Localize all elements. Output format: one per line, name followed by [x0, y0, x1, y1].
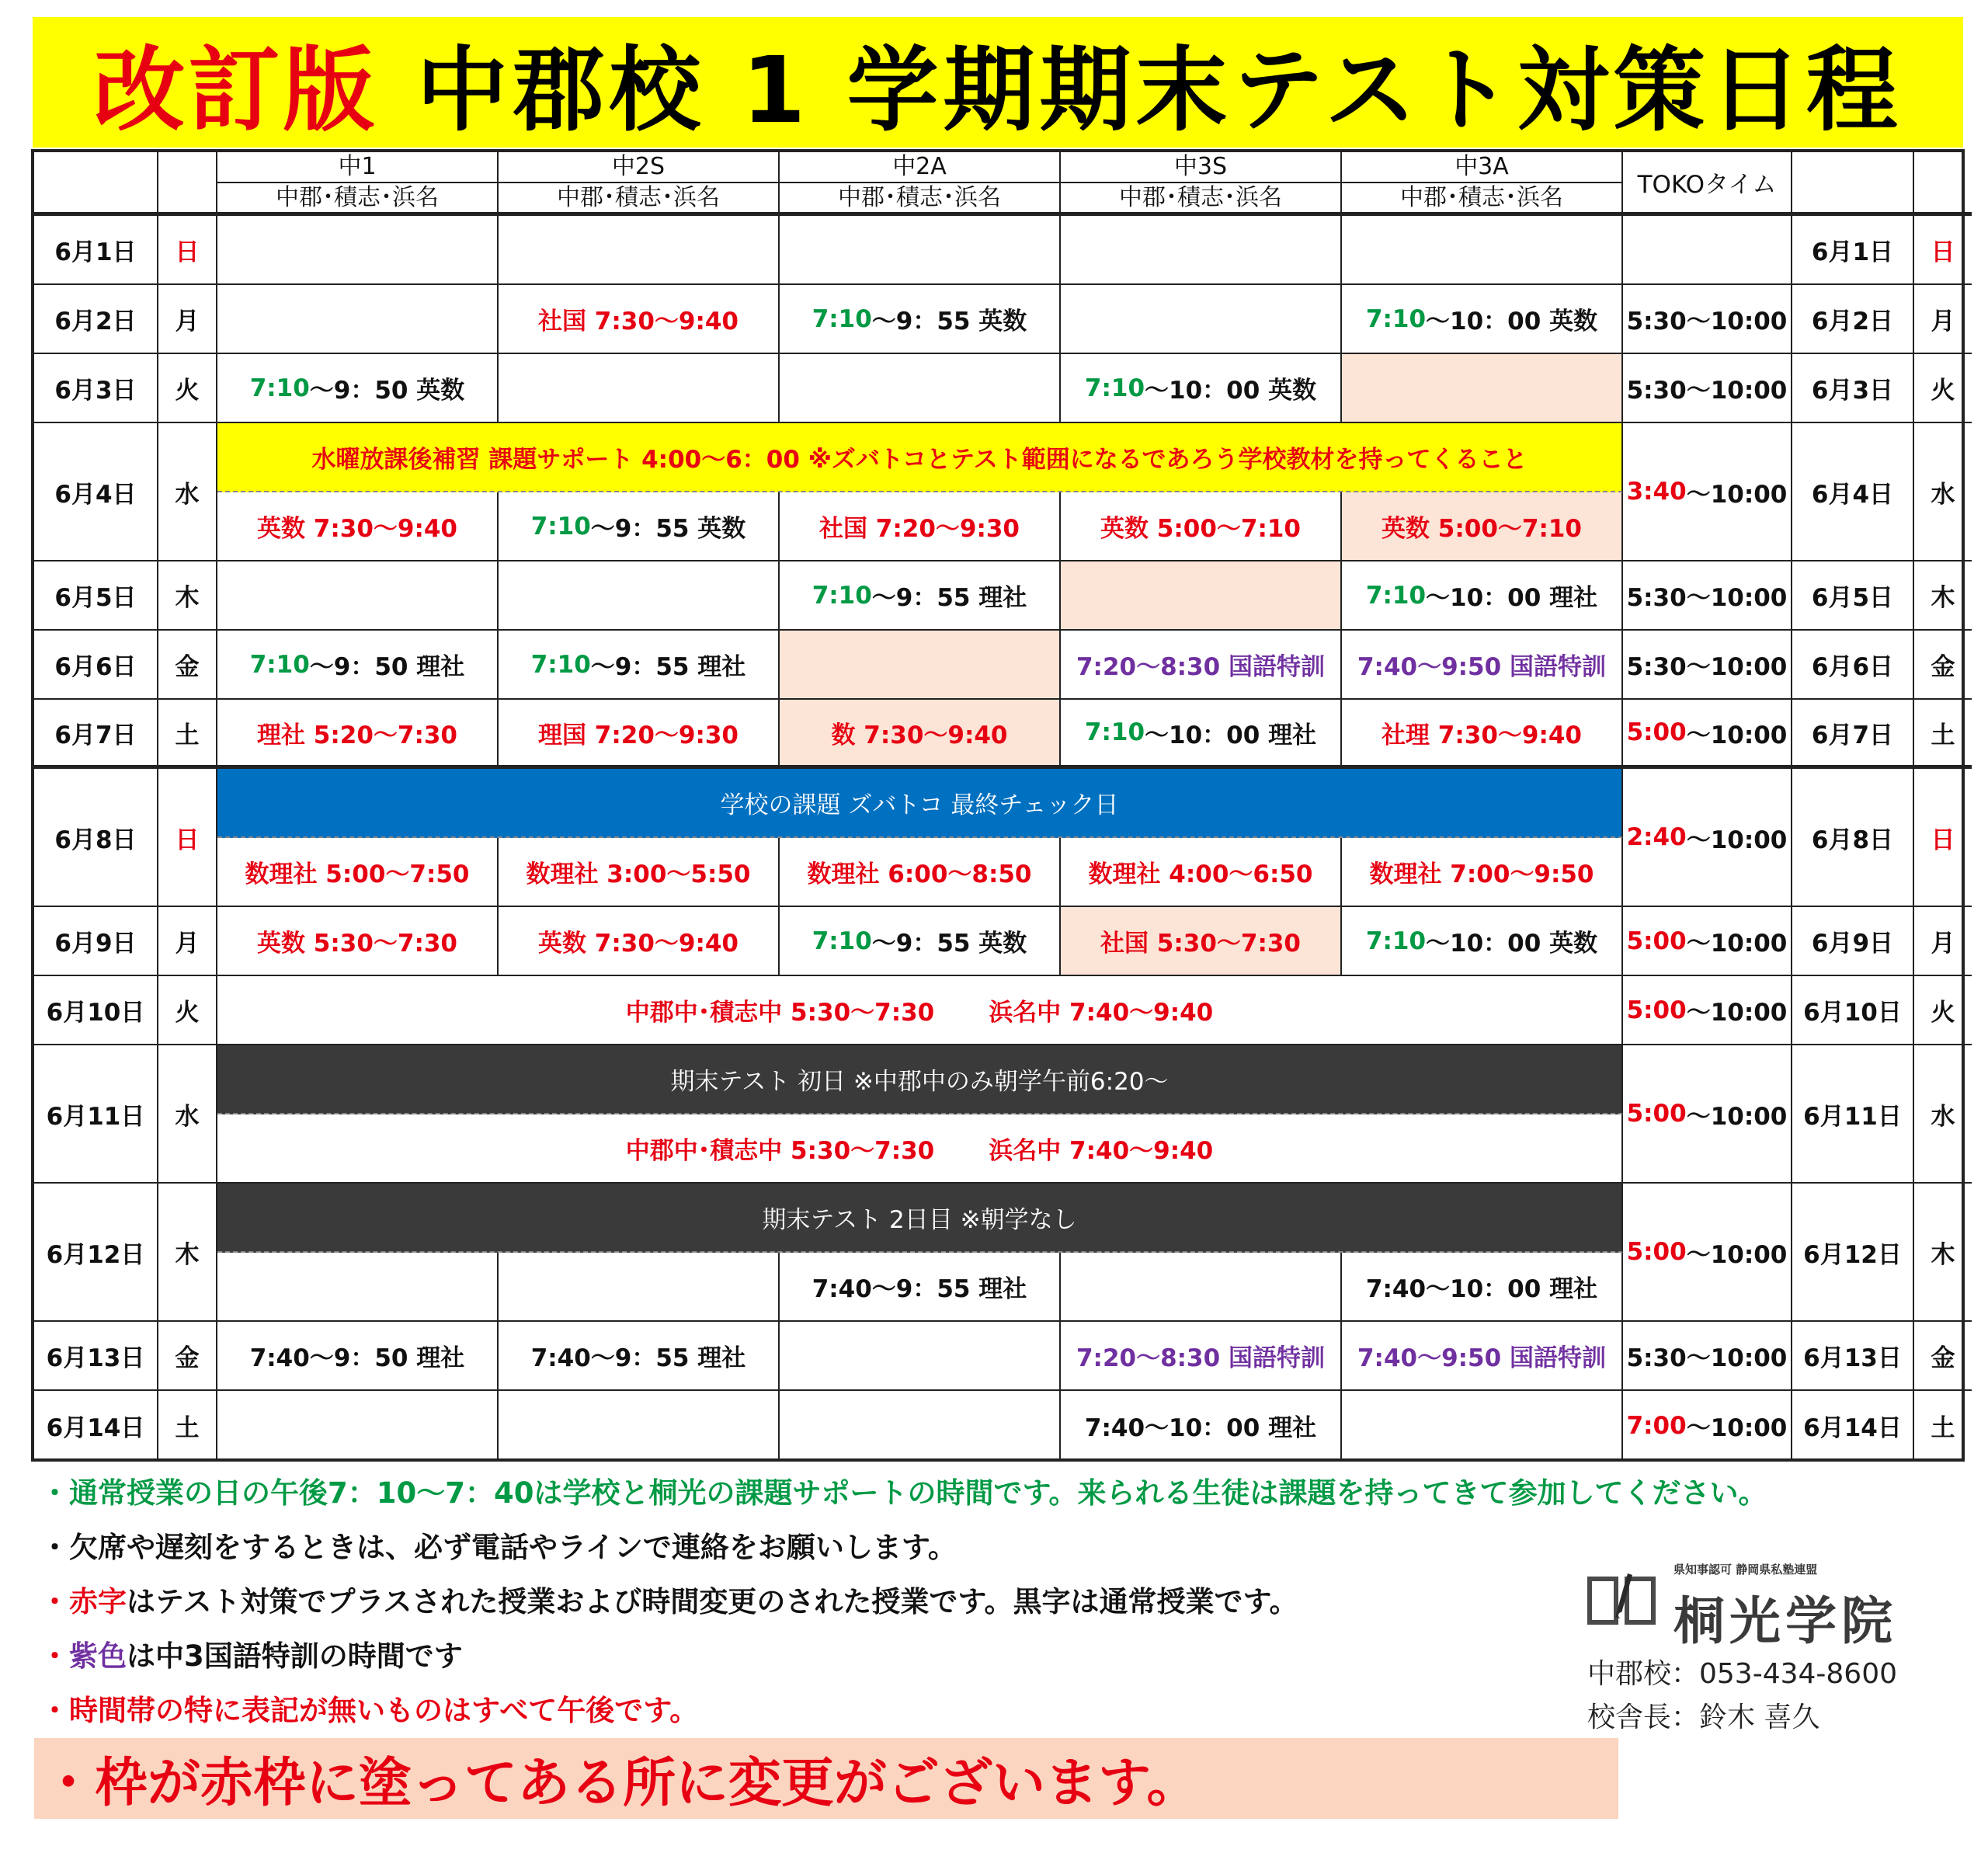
change-notice: ・枠が赤枠に塗ってある所に変更がございます。: [34, 1738, 1618, 1819]
row-date-right: 6月8日: [1792, 769, 1914, 907]
header-day: [158, 152, 217, 216]
cell: [217, 561, 499, 631]
row-date-right: 6月6日: [1792, 631, 1914, 700]
cell: [499, 1391, 780, 1460]
cell: [217, 216, 499, 285]
row-date-right: 6月1日: [1792, 216, 1914, 285]
cell: [499, 561, 780, 631]
header-grade-2a: 中2A 中郡･積志･浜名: [780, 152, 1061, 216]
note-support: ・通常授業の日の午後7：10〜7：40は学校と桐光の課題サポートの時間です。来られる生徒は課題を持ってきて参加してください。: [40, 1476, 1767, 1510]
row-date-right: 6月14日: [1792, 1391, 1914, 1460]
row-date: 6月1日: [34, 216, 158, 285]
cell: 数理社 3:00〜5:50: [499, 838, 780, 907]
cell: [217, 285, 499, 354]
cell: 7:10 〜9：50 英数: [217, 354, 499, 423]
cell-toko: 5:30〜10:00: [1623, 561, 1792, 631]
cell-toko: 5:00 〜10:00: [1623, 907, 1792, 976]
cell: [780, 1322, 1061, 1391]
header-grade-1: 中1 中郡･積志･浜名: [217, 152, 499, 216]
cell-changed: [1342, 354, 1623, 423]
row-day-right: 月: [1914, 285, 1972, 354]
revision-label: 改訂版: [93, 37, 378, 144]
header-date: [34, 152, 158, 216]
row-date-right: 6月11日: [1792, 1045, 1914, 1184]
row-day: 金: [158, 1322, 217, 1391]
school-name: 桐光学院: [1673, 1591, 1897, 1651]
cell: 社理 7:30〜9:40: [1342, 700, 1623, 769]
row-day: 土: [158, 1391, 217, 1460]
cell: [1342, 1391, 1623, 1460]
cell: 7:10 〜9：50 理社: [217, 631, 499, 700]
cell: 英数 7:30〜9:40: [499, 907, 780, 976]
phone-number: 中郡校：053-434-8600: [1587, 1658, 1898, 1690]
row-day: 木: [158, 561, 217, 631]
cell: 7:10 〜10：00 理社: [1342, 561, 1623, 631]
row-day: 木: [158, 1184, 217, 1322]
cell-changed: [1061, 561, 1342, 631]
cell: 7:10 〜9：55 理社: [780, 561, 1061, 631]
cell: 7:10 〜10：00 英数: [1342, 285, 1623, 354]
row-date-right: 6月9日: [1792, 907, 1914, 976]
cell: [1061, 1253, 1342, 1322]
row-date-right: 6月13日: [1792, 1322, 1914, 1391]
cell-changed: [780, 631, 1061, 700]
row-day-right: 火: [1914, 354, 1972, 423]
row-day-right: 水: [1914, 423, 1972, 561]
row-date-right: 6月5日: [1792, 561, 1914, 631]
cell: 7:10 〜10：00 理社: [1061, 700, 1342, 769]
cell: 7:40〜10：00 理社: [1342, 1253, 1623, 1322]
cell: 7:40〜9：55 理社: [780, 1253, 1061, 1322]
cell: [1061, 216, 1342, 285]
row-date-right: 6月7日: [1792, 700, 1914, 769]
row-day: 土: [158, 700, 217, 769]
row-date: 6月3日: [34, 354, 158, 423]
cell: [1342, 216, 1623, 285]
row-date-right: 6月2日: [1792, 285, 1914, 354]
row-day: 日: [158, 216, 217, 285]
row-day-right: 土: [1931, 1414, 1955, 1442]
license-text: 県知事認可 静岡県私塾連盟: [1673, 1563, 1818, 1577]
cell-toko: [1623, 216, 1792, 285]
cell: 数理社 6:00〜8:50: [780, 838, 1061, 907]
row-date-right: 6月4日: [1792, 423, 1914, 561]
school-logo: [1584, 1561, 1957, 1651]
cell: 数理社 5:00〜7:50: [217, 838, 499, 907]
cell: 7:40〜9：55 理社: [499, 1322, 780, 1391]
row-date: 6月11日: [34, 1045, 158, 1184]
row-date: 6月14日: [34, 1391, 158, 1460]
schedule-table: [31, 149, 1965, 1462]
cell: 7:40〜9:50 国語特訓: [1342, 631, 1623, 700]
row-day: 火: [158, 354, 217, 423]
cell: 7:10 〜9：55 英数: [499, 492, 780, 561]
row-day: 火: [158, 976, 217, 1045]
row-day-right: 水: [1914, 1045, 1972, 1184]
row-day-right: 日: [1914, 769, 1972, 907]
row-date: 6月6日: [34, 631, 158, 700]
cell: [499, 354, 780, 423]
header-date-right: [1792, 152, 1914, 216]
cell: 7:10 〜10：00 英数: [1061, 354, 1342, 423]
exam-day1-banner: 期末テスト 初日 ※中郡中のみ朝学午前6:20〜: [217, 1045, 1623, 1114]
book-pen-icon: [1584, 1570, 1659, 1629]
principal-name: 校舎長：鈴木 喜久: [1587, 1702, 1820, 1733]
cell: 英数 5:30〜7:30: [217, 907, 499, 976]
row-date: 6月12日: [34, 1184, 158, 1322]
cell: 7:20〜8:30 国語特訓: [1061, 1322, 1342, 1391]
cell-toko: 5:30〜10:00: [1623, 631, 1792, 700]
cell: 7:40〜9：50 理社: [217, 1322, 499, 1391]
cell: 社国 7:20〜9:30: [780, 492, 1061, 561]
cell: 社国 7:30〜9:40: [499, 285, 780, 354]
contact-info: [1587, 1653, 1897, 1740]
row-date-right: 6月3日: [1792, 354, 1914, 423]
cell: [217, 1391, 499, 1460]
header-grade-3a: 中3A 中郡･積志･浜名: [1342, 152, 1623, 216]
final-check-banner: 学校の課題 ズバトコ 最終チェック日: [217, 769, 1623, 838]
cell-span: 中郡中･積志中 5:30〜7:30 浜名中 7:40〜9:40: [217, 976, 1623, 1045]
cell: [217, 1253, 499, 1322]
cell: 英数 7:30〜9:40: [217, 492, 499, 561]
cell-toko: 5:30〜10:00: [1623, 285, 1792, 354]
title-banner: [33, 17, 1963, 148]
header-toko: TOKOタイム: [1623, 152, 1792, 216]
header-day-right: [1914, 152, 1972, 216]
row-day-right: 木: [1914, 561, 1972, 631]
cell-toko: 5:00 〜10:00: [1623, 976, 1792, 1045]
cell: 数理社 7:00〜9:50: [1342, 838, 1623, 907]
cell-toko: 3:40 〜10:00: [1623, 423, 1792, 561]
header-grade-3s: 中3S 中郡･積志･浜名: [1061, 152, 1342, 216]
row-date-right: 6月10日: [1792, 976, 1914, 1045]
support-banner: 水曜放課後補習 課題サポート 4:00〜6：00 ※ズバトコとテスト範囲になるであろう学校教材を持ってくること: [217, 423, 1623, 492]
row-date-right: 6月12日: [1792, 1184, 1914, 1322]
cell: [499, 216, 780, 285]
cell-changed: 数 7:30〜9:40: [780, 700, 1061, 769]
header-grade-2s: 中2S 中郡･積志･浜名: [499, 152, 780, 216]
page-title: 中郡校 1 学期期末テスト対策日程: [416, 37, 1903, 144]
cell-toko: 5:00 〜10:00: [1623, 1184, 1792, 1322]
cell: 7:40〜9:50 国語特訓: [1342, 1322, 1623, 1391]
cell: 7:10 〜10：00 英数: [1342, 907, 1623, 976]
cell: 数理社 4:00〜6:50: [1061, 838, 1342, 907]
cell-changed: 英数 5:00〜7:10: [1342, 492, 1623, 561]
cell: [780, 216, 1061, 285]
row-date: 6月4日: [34, 423, 158, 561]
note-red-text: ・赤字はテスト対策でプラスされた授業および時間変更のされた授業です。黒字は通常授業です。: [40, 1585, 1298, 1618]
row-day-right: 金: [1914, 631, 1972, 700]
row-date: 6月10日: [34, 976, 158, 1045]
row-date: 6月7日: [34, 700, 158, 769]
row-day-right: 日: [1914, 216, 1972, 285]
cell: [499, 1253, 780, 1322]
row-day: 月: [158, 285, 217, 354]
row-day: 金: [158, 631, 217, 700]
cell: 7:10 〜9：55 英数: [780, 907, 1061, 976]
cell: 理社 5:20〜7:30: [217, 700, 499, 769]
cell: 7:10 〜9：55 理社: [499, 631, 780, 700]
row-date: 6月5日: [34, 561, 158, 631]
note-afternoon: ・時間帯の特に表記が無いものはすべて午後です。: [40, 1694, 699, 1727]
row-date: 6月2日: [34, 285, 158, 354]
cell-toko: 5:00 〜10:00: [1623, 1045, 1792, 1184]
cell-toko: 5:30〜10:00: [1623, 354, 1792, 423]
row-day: 水: [158, 1045, 217, 1184]
cell: 7:20〜8:30 国語特訓: [1061, 631, 1342, 700]
exam-day2-banner: 期末テスト 2日目 ※朝学なし: [217, 1184, 1623, 1253]
row-day-right: 木: [1914, 1184, 1972, 1322]
row-date: 6月13日: [34, 1322, 158, 1391]
note-purple-text: ・紫色は中3国語特訓の時間です: [40, 1639, 463, 1673]
cell: 理国 7:20〜9:30: [499, 700, 780, 769]
note-absence: ・欠席や遅刻をするときは、必ず電話やラインで連絡をお願いします。: [40, 1531, 957, 1564]
row-day-right: 月: [1914, 907, 1972, 976]
row-day-right: 火: [1914, 976, 1972, 1045]
cell: [780, 1391, 1061, 1460]
cell-toko: 2:40 〜10:00: [1623, 769, 1792, 907]
cell-toko: 5:00 〜10:00: [1623, 700, 1792, 769]
row-day: 日: [158, 769, 217, 907]
row-day-right: 土: [1914, 700, 1972, 769]
cell-toko: 7:00 〜10:00: [1623, 1391, 1792, 1460]
row-day: 月: [158, 907, 217, 976]
cell-changed: 社国 5:30〜7:30: [1061, 907, 1342, 976]
cell: 英数 5:00〜7:10: [1061, 492, 1342, 561]
row-date: 6月8日: [34, 769, 158, 907]
row-day: 水: [158, 423, 217, 561]
cell: 7:40〜10：00 理社: [1061, 1391, 1342, 1460]
cell: 7:10 〜9：55 英数: [780, 285, 1061, 354]
cell: [780, 354, 1061, 423]
cell: [1061, 285, 1342, 354]
row-day-right: 金: [1914, 1322, 1972, 1391]
cell-span: 中郡中･積志中 5:30〜7:30 浜名中 7:40〜9:40: [217, 1114, 1623, 1184]
row-date: 6月9日: [34, 907, 158, 976]
cell-toko: 5:30〜10:00: [1623, 1322, 1792, 1391]
